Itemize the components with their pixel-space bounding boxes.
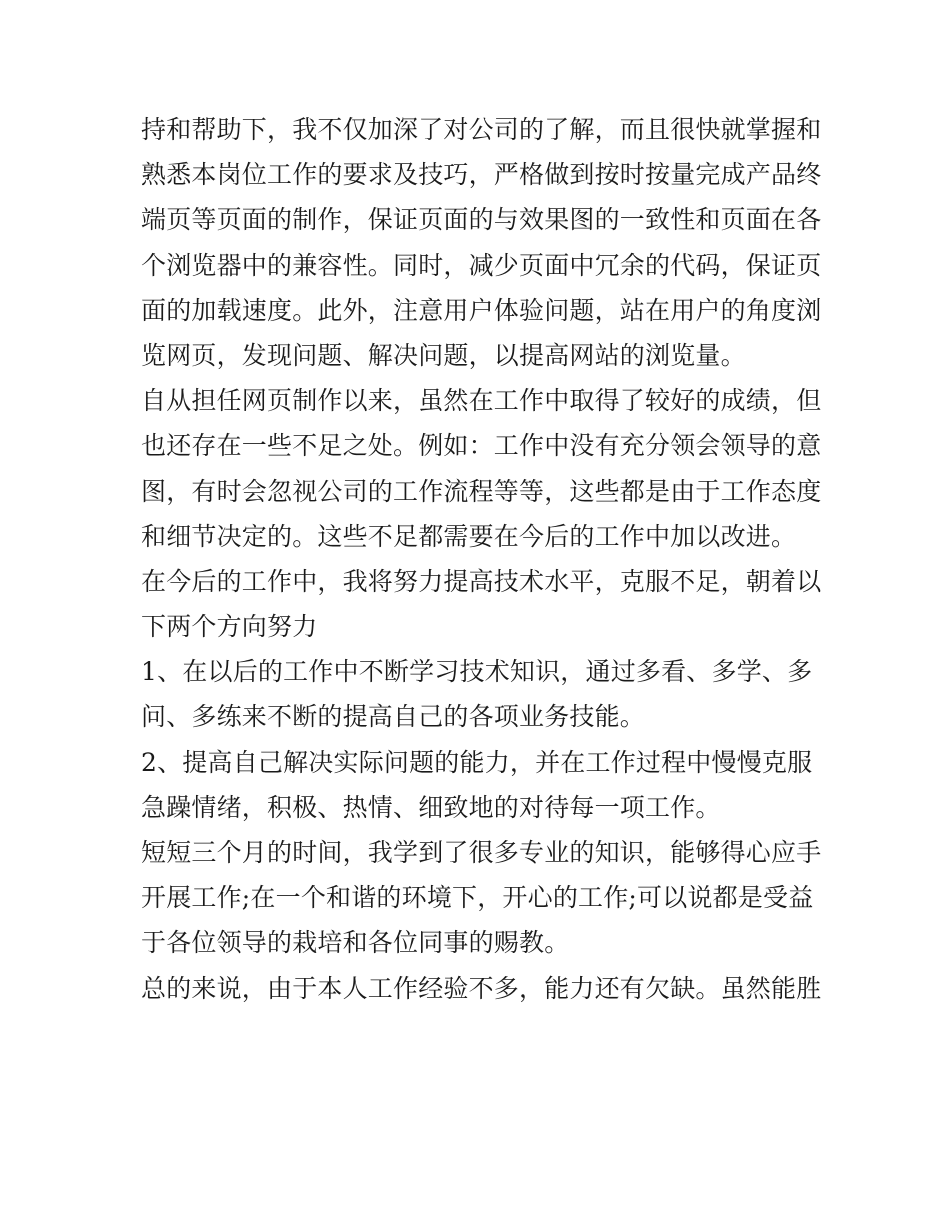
text-line: 览网页，发现问题、解决问题，以提高网站的浏览量。 <box>141 340 746 370</box>
text-line: 自从担任网页制作以来，虽然在工作中取得了较好的成绩，但 <box>141 386 822 416</box>
text-line: 短短三个月的时间，我学到了很多专业的知识，能够得心应手 <box>141 838 822 867</box>
text-line: 于各位领导的栽培和各位同事的赐教。 <box>141 928 570 958</box>
list-item-1-cont: 问、多练来不断的提高自己的各项业务技能。 <box>141 702 646 732</box>
text-line: 总的来说，由于本人工作经验不多，能力还有欠缺。虽然能胜 <box>141 973 822 1003</box>
document-body <box>141 107 821 1011</box>
text-line: 也还存在一些不足之处。例如：工作中没有充分领会领导的意 <box>141 431 822 461</box>
text-line: 端页等页面的制作，保证页面的与效果图的一致性和页面在各 <box>141 205 822 235</box>
text-line: 熟悉本岗位工作的要求及技巧，严格做到按时按量完成产品终 <box>141 160 822 190</box>
text-line: 持和帮助下，我不仅加深了对公司的了解，而且很快就掌握和 <box>141 115 822 144</box>
text-line: 和细节决定的。这些不足都需要在今后的工作中加以改进。 <box>141 521 797 551</box>
list-item-2: 2、提高自己解决实际问题的能力，并在工作过程中慢慢克服 <box>141 747 813 777</box>
text-line: 开展工作;在一个和谐的环境下，开心的工作;可以说都是受益 <box>141 883 814 913</box>
list-item-2-cont: 急躁情绪，积极、热情、细致地的对待每一项工作。 <box>141 792 721 822</box>
text-line: 下两个方向努力 <box>141 612 318 642</box>
text-line: 面的加载速度。此外，注意用户体验问题，站在用户的角度浏 <box>141 295 822 325</box>
text-line: 在今后的工作中，我将努力提高技术水平，克服不足，朝着以 <box>141 566 822 596</box>
list-item-1: 1、在以后的工作中不断学习技术知识，通过多看、多学、多 <box>141 657 813 687</box>
text-line: 图，有时会忽视公司的工作流程等等，这些都是由于工作态度 <box>141 476 822 506</box>
text-line: 个浏览器中的兼容性。同时，减少页面中冗余的代码，保证页 <box>141 250 822 280</box>
